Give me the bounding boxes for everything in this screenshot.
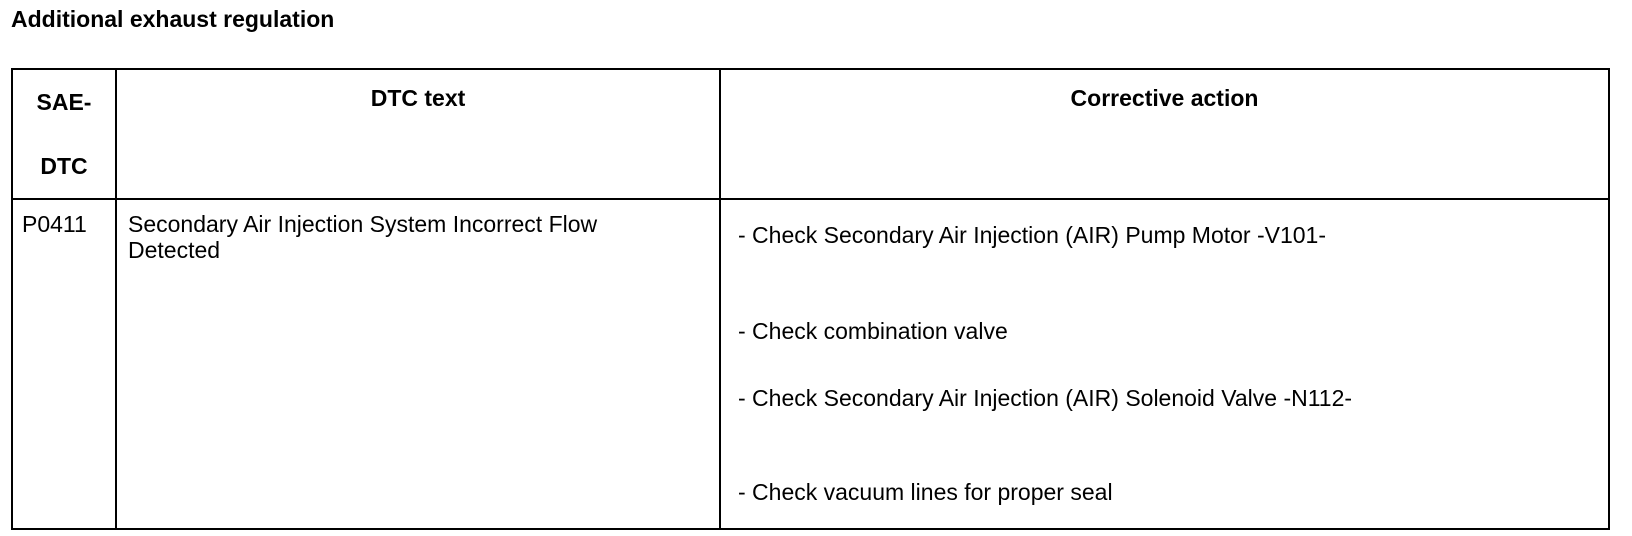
table-header-row: [12, 69, 1609, 199]
corrective-action-cell: [720, 199, 1609, 529]
column-header-corrective-action: Corrective action: [720, 69, 1609, 199]
column-header-sae-dtc-line2: DTC: [40, 153, 88, 179]
dtc-table: [11, 68, 1610, 530]
corrective-action-item: - Check Secondary Air Injection (AIR) Solenoid Valve -N112-: [738, 385, 1353, 411]
column-header-sae-dtc: [12, 69, 116, 199]
table-row: [12, 199, 1609, 529]
dtc-code-cell: P0411: [12, 199, 116, 529]
corrective-action-item: - Check combination valve: [738, 318, 1008, 344]
dtc-text-cell: Secondary Air Injection System Incorrect Flow Detected: [116, 199, 720, 529]
section-title: Additional exhaust regulation: [11, 6, 335, 32]
corrective-action-item: - Check vacuum lines for proper seal: [738, 479, 1113, 505]
column-header-dtc-text: DTC text: [116, 69, 720, 199]
column-header-sae-dtc-line1: SAE-: [36, 89, 92, 115]
corrective-action-item: - Check Secondary Air Injection (AIR) Pump Motor -V101-: [738, 222, 1327, 248]
